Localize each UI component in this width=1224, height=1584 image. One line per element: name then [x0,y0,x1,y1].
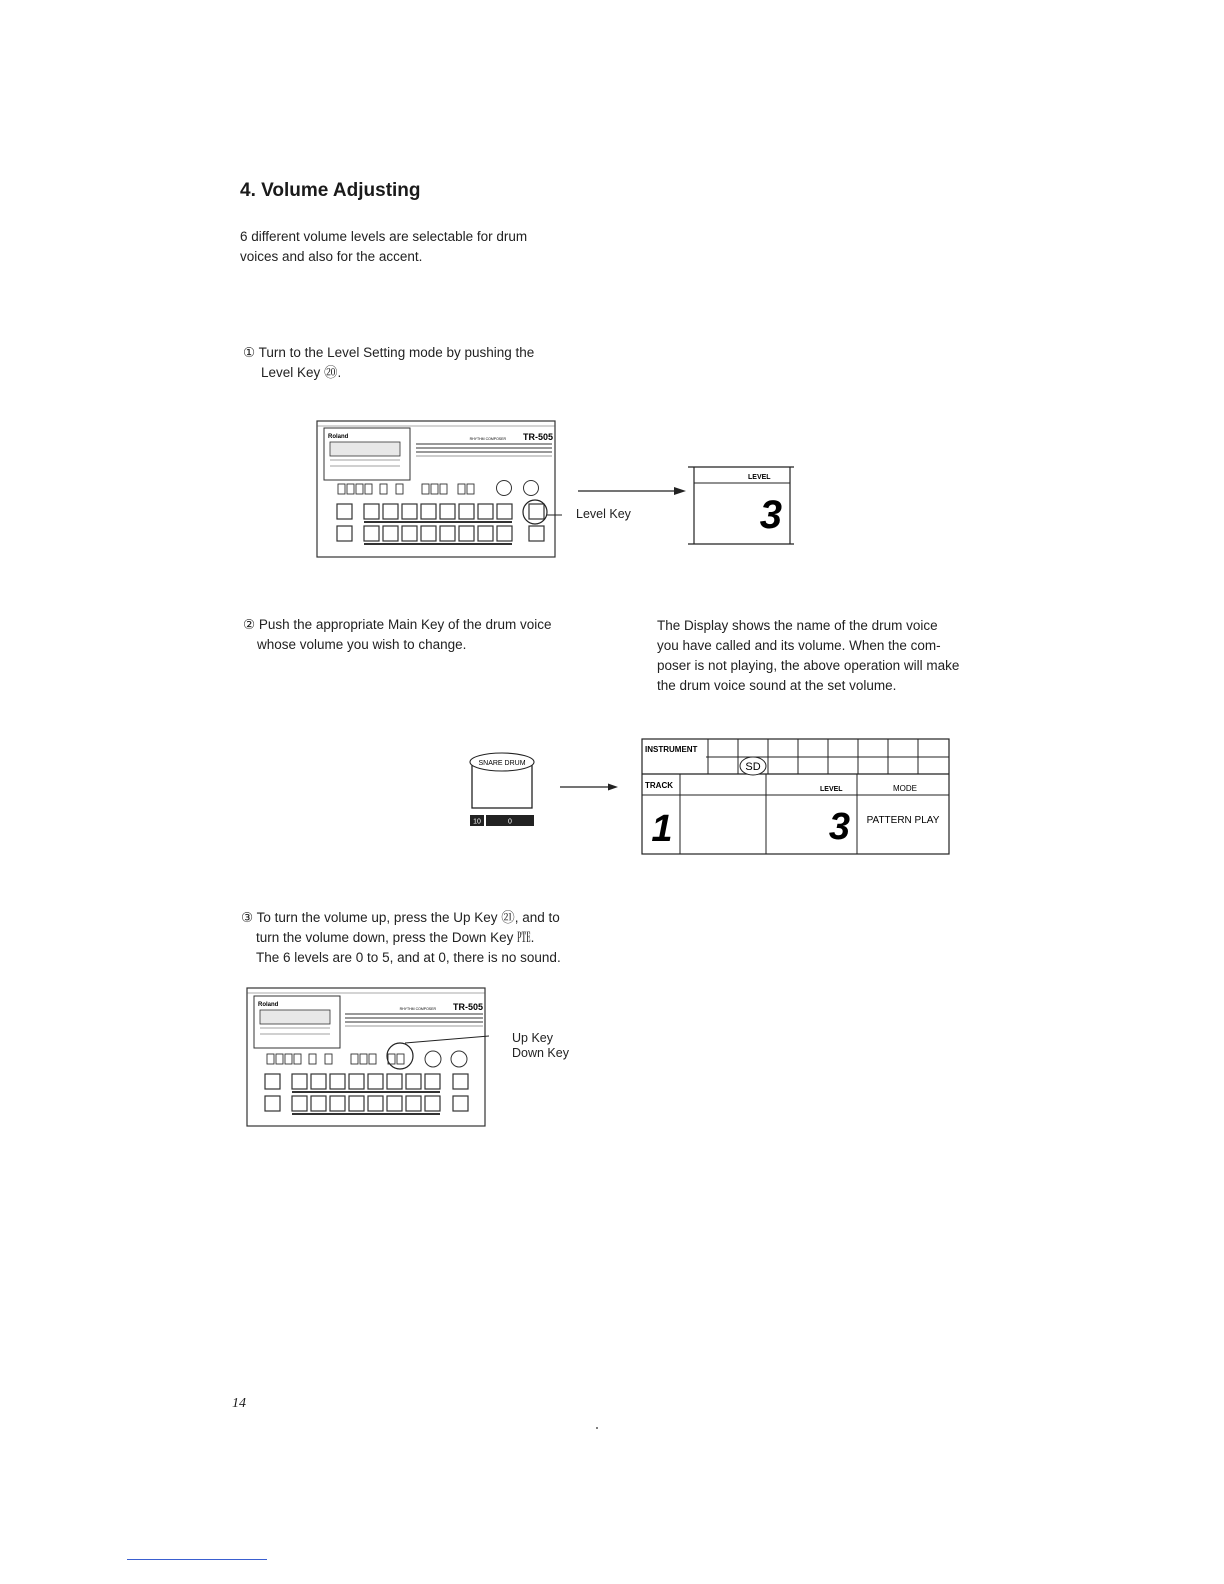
step3-line-3: The 6 levels are 0 to 5, and at 0, there is no sound. [256,950,561,965]
device2-brand: Roland [258,1002,279,1008]
arrow-icon-2 [560,781,618,793]
level-display-1 [688,466,796,546]
step3-line-1: ③ To turn the volume up, press the Up Key ㉑, and to [241,910,560,925]
device1-subtitle: RHYTHM COMPOSER [469,437,506,441]
step3-text [241,908,601,968]
note-line-2: you have called and its volume. When the com- [657,638,941,653]
device2-subtitle: RHYTHM COMPOSER [399,1007,436,1011]
instrument-value: SD [745,761,761,773]
step2-text [243,615,603,655]
track-value: 1 [651,808,673,850]
arrow-icon-1 [578,484,686,498]
step1-text [243,343,603,383]
step1-line-2: Level Key ⑳. [261,365,342,380]
footer-rule [127,1559,267,1560]
snare-key-number-2: 0 [508,818,512,826]
snare-key-label: SNARE DRUM [478,760,526,767]
snare-drum-key [462,748,538,830]
step2-line-2: whose volume you wish to change. [257,637,467,652]
device2-model: TR-505 [452,1002,483,1012]
device1-brand: Roland [328,434,349,440]
section-title: 4. Volume Adjusting [240,180,421,201]
intro-paragraph [240,227,600,267]
note-line-1: The Display shows the name of the drum voice [657,618,938,633]
tr505-device-illustration-1 [316,418,562,560]
mode-label: MODE [893,784,917,793]
intro-line-1: 6 different volume levels are selectable for drum [240,229,528,244]
step2-note [657,616,987,696]
snare-key-number-1: 10 [473,818,481,826]
mode-value: PATTERN PLAY [866,815,940,826]
step2-line-1: ② Push the appropriate Main Key of the drum voice [243,617,552,632]
level-label: LEVEL [820,786,843,793]
note-line-3: poser is not playing, the above operation will make [657,658,960,673]
instrument-display [640,737,952,857]
up-key-callout: Up Key [512,1031,553,1045]
page-number: 14 [232,1396,246,1411]
tr505-device-illustration-2 [245,984,489,1130]
up-down-key-callouts [512,1031,569,1061]
step1-line-1: ① Turn to the Level Setting mode by pushing the [243,345,535,360]
level-key-callout: Level Key [576,507,631,521]
intro-line-2: voices and also for the accent. [240,249,423,264]
note-line-4: the drum voice sound at the set volume. [657,678,897,693]
device1-model: TR-505 [522,432,553,442]
instrument-label: INSTRUMENT [645,745,698,754]
display1-level-value: 3 [759,493,782,537]
display1-level-label: LEVEL [748,474,771,481]
track-label: TRACK [645,781,673,790]
step3-line-2: turn the volume down, press the Down Key ㉐. [256,930,535,945]
scan-speck [596,1427,598,1429]
down-key-callout: Down Key [512,1046,569,1060]
level-value: 3 [828,806,850,848]
